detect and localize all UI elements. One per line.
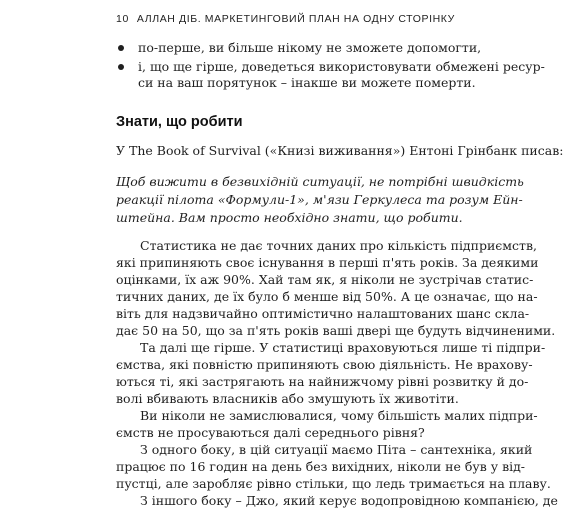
bullet-list: [116, 40, 545, 91]
paragraph-line: ємств не просуваються далі середнього рівня?: [116, 425, 425, 440]
paragraph-line: Ви ніколи не замислювалися, чому більшість малих підпри-: [140, 408, 538, 423]
quote-line: штейна. Вам просто необхідно знати, що робити.: [116, 210, 463, 225]
list-item: [116, 40, 496, 56]
bullet-text: і, що ще гірше, доведеться використовувати обмежені ресур-: [138, 59, 545, 74]
paragraph-line: З іншого боку – Джо, який керує водопровідною компанією, де: [140, 493, 558, 508]
paragraph-line: ємства, які повністю припиняють свою діяльність. Не врахову-: [116, 357, 533, 372]
page-number: 10: [116, 13, 129, 25]
paragraph-line: які припиняють своє існування в перші п'ять років. За деякими: [116, 255, 539, 270]
paragraph-line: пустці, але заробляє рівно стільки, що ледь тримається на плаву.: [116, 476, 551, 491]
bullet-text: по-перше, ви більше нікому не зможете допомогти,: [138, 40, 482, 55]
paragraph-line: ються ті, які застрягають на найнижчому рівні розвитку й до-: [116, 374, 529, 389]
running-title: АЛЛАН ДІБ. МАРКЕТИНГОВИЙ ПЛАН НА ОДНУ СТОРІНКУ: [136, 13, 455, 25]
paragraph-line: волі вбивають власників або змушують їх животіти.: [116, 391, 459, 406]
bullet-icon: [118, 64, 124, 70]
quote-line: Щоб вижити в безвихідній ситуації, не потрібні швидкість: [116, 174, 524, 189]
paragraph-line: тичних даних, де їх було б менше від 50%. А це означає, що на-: [116, 289, 538, 304]
list-item: [116, 59, 545, 91]
paragraph-line: З одного боку, в цій ситуації маємо Піта – сантехніка, який: [140, 442, 533, 457]
paragraph-line: оцінками, їх аж 90%. Хай там як, я ніколи не зустрічав статис-: [116, 272, 534, 287]
bullet-text: си на ваш порятунок – інакше ви можете померти.: [138, 75, 476, 90]
quote-line: реакції пілота «Формули-1», м'язи Геркулеса та розум Ейн-: [116, 192, 523, 207]
paragraph-line: віть для надзвичайно оптимістично налаштованих шанс скла-: [116, 306, 530, 321]
block-quote: [116, 173, 524, 227]
bullet-icon: [118, 45, 124, 51]
paragraph-line: Та далі ще гірше. У статистиці враховуються лише ті підпри-: [140, 340, 546, 355]
intro-line: У The Book of Survival («Книзі виживання») Ентоні Грінбанк писав:: [116, 143, 563, 158]
running-header: [116, 13, 455, 25]
paragraph-line: дає 50 на 50, що за п'ять років ваші двері ще будуть відчиненими.: [116, 323, 556, 338]
paragraph-line: Статистика не дає точних даних про кількість підприємств,: [140, 238, 537, 253]
section-heading: Знати, що робити: [116, 114, 243, 130]
paragraph-line: працює по 16 годин на день без вихідних, ніколи не був у від-: [116, 459, 526, 474]
